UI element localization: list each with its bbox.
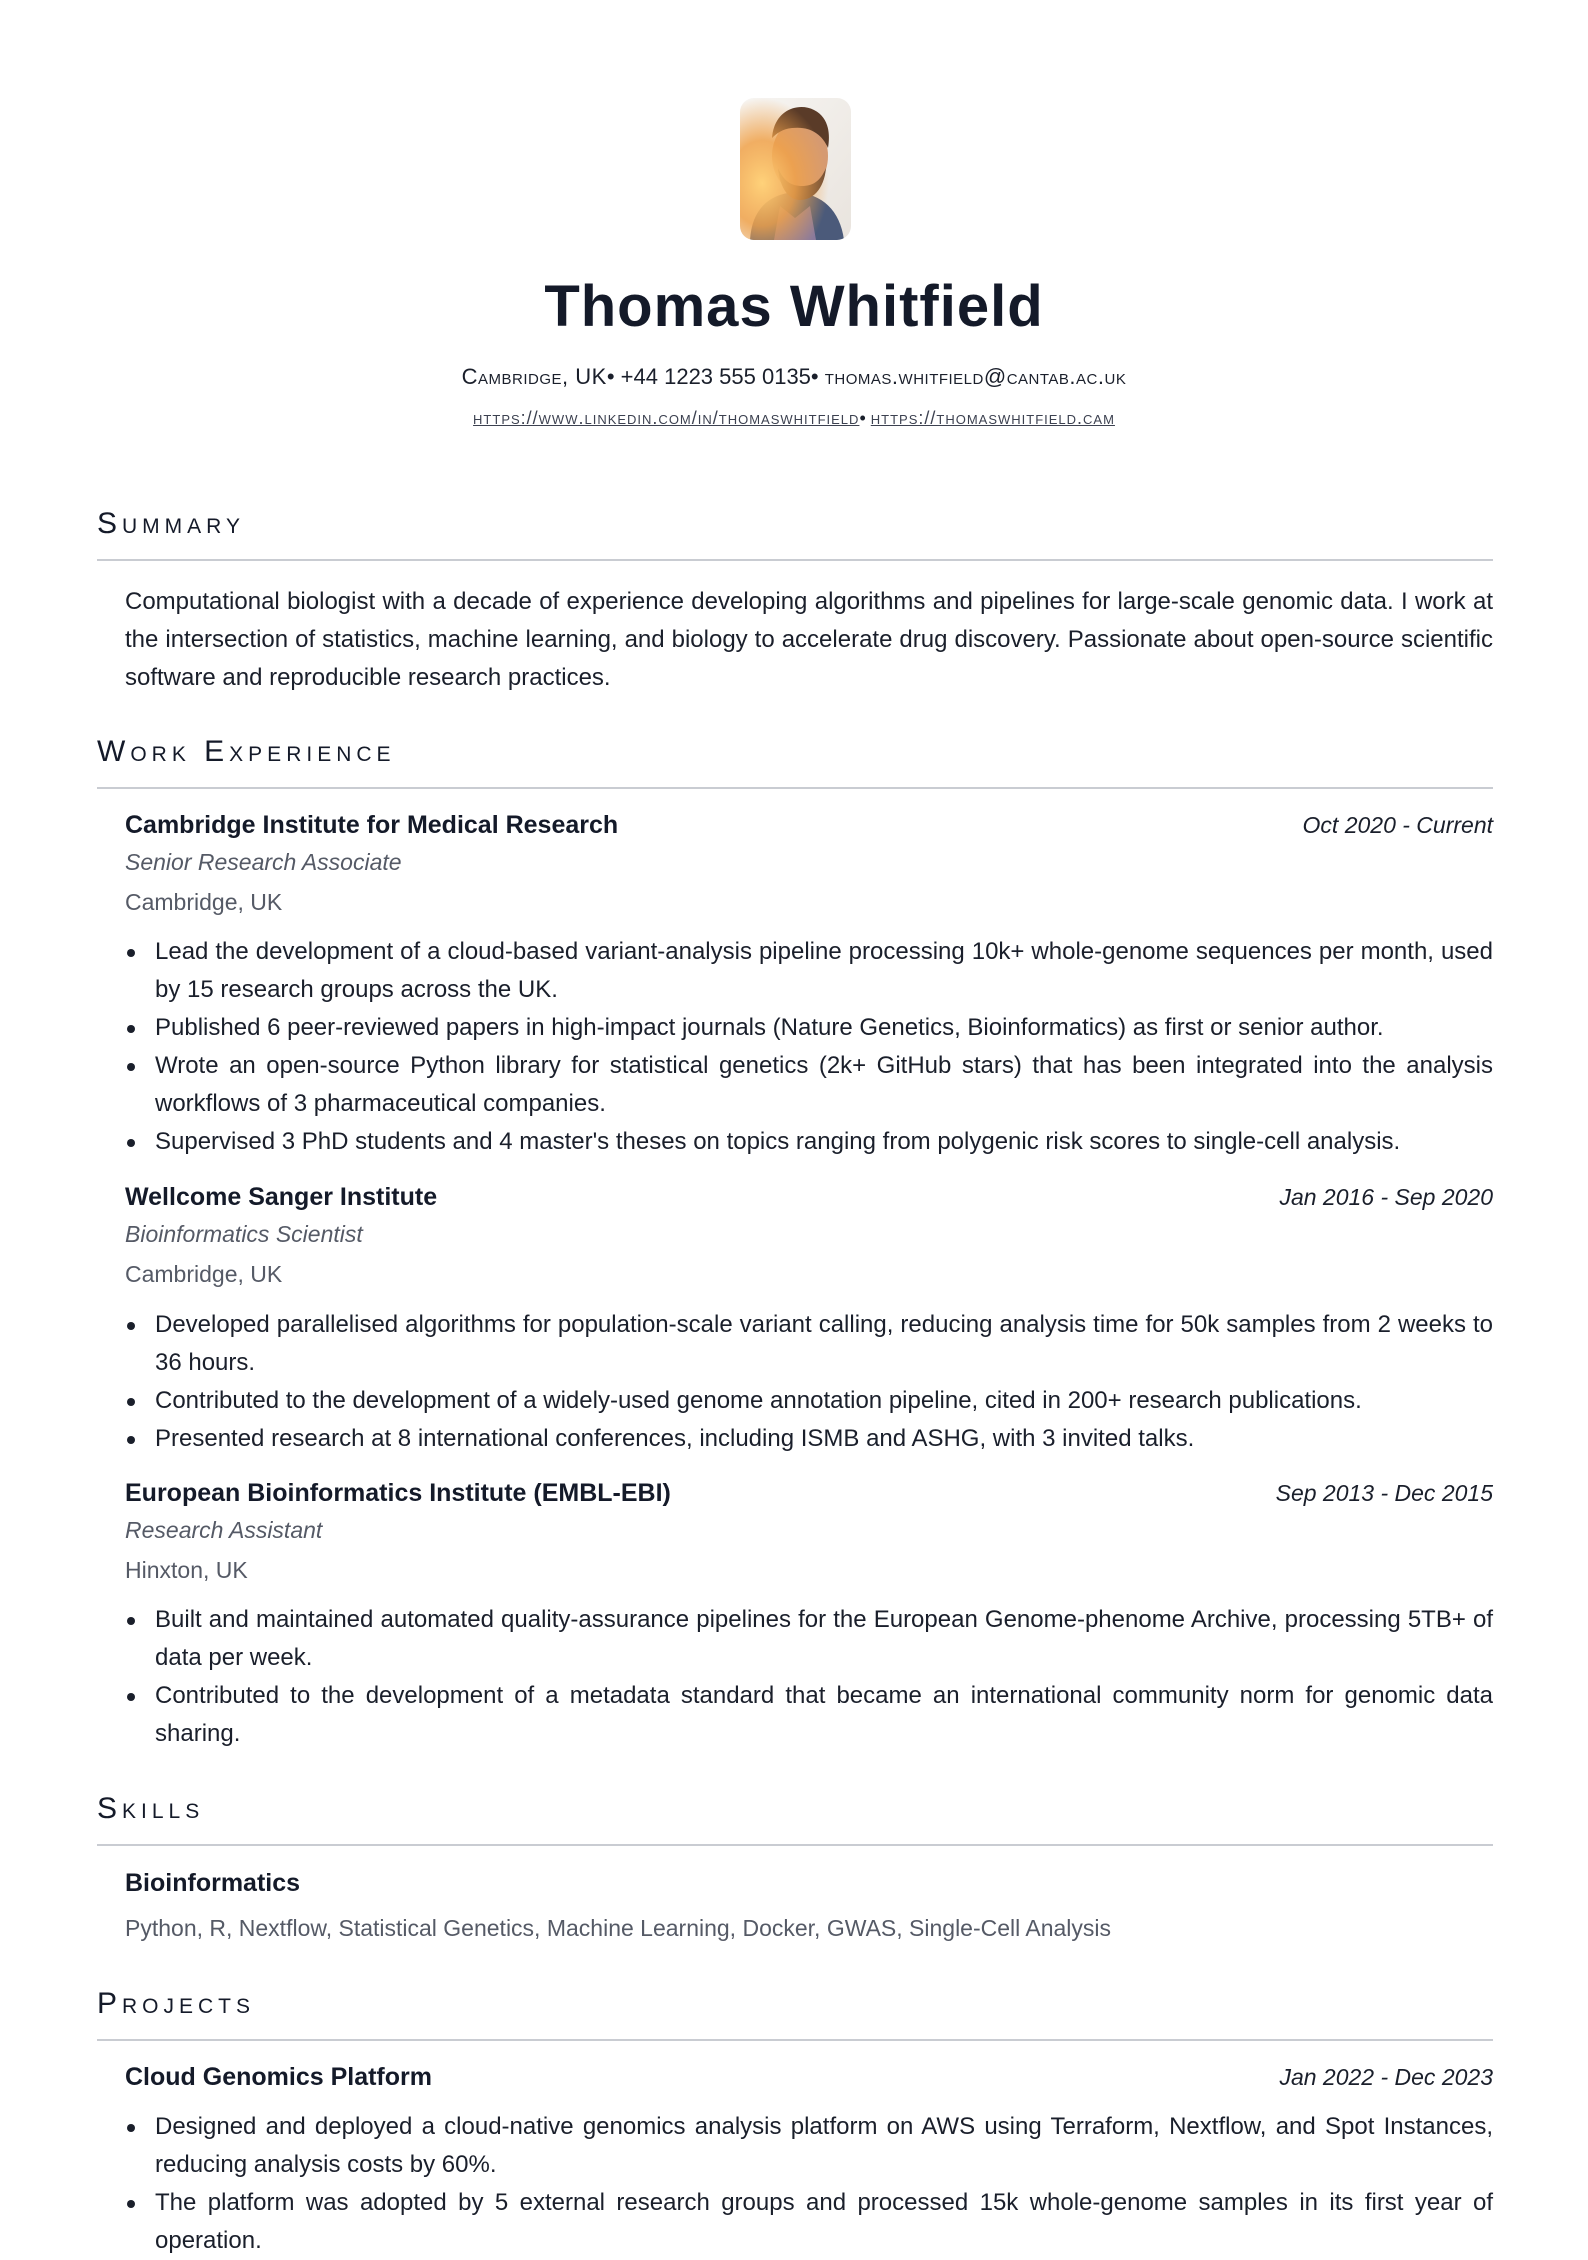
bullet-item: Designed and deployed a cloud-native genomics analysis platform on AWS using Terraform, Nextflow, and Spot Instances, reducing analysis costs by 60%. bbox=[125, 2108, 1493, 2184]
bullet-item: Developed parallelised algorithms for population-scale variant calling, reducing analysis time for 50k samples from 2 weeks to 36 hours. bbox=[125, 1306, 1493, 1382]
bullet-item: Supervised 3 PhD students and 4 master's theses on topics ranging from polygenic risk scores to single-cell analysis. bbox=[125, 1123, 1493, 1161]
bullet-item: Lead the development of a cloud-based variant-analysis pipeline processing 10k+ whole-genome sequences per month, used by 15 research groups across the UK. bbox=[125, 933, 1493, 1009]
bullet-item: Contributed to the development of a widely-used genome annotation pipeline, cited in 200+ research publications. bbox=[125, 1382, 1493, 1420]
separator: • bbox=[859, 408, 866, 428]
email-link[interactable]: thomas.whitfield@cantab.ac.uk bbox=[824, 364, 1127, 389]
skill-group-items: Python, R, Nextflow, Statistical Genetics, Machine Learning, Docker, GWAS, Single-Cell Analysis bbox=[125, 1915, 1112, 1941]
phone-text: +44 1223 555 0135 bbox=[620, 364, 811, 389]
job-location: Cambridge, UK bbox=[125, 889, 283, 915]
bullet-item: Built and maintained automated quality-assurance pipelines for the European Genome-phenome Archive, processing 5TB+ of data per week. bbox=[125, 1601, 1493, 1677]
skill-group-name: Bioinformatics bbox=[125, 1869, 301, 1897]
job-role: Senior Research Associate bbox=[125, 849, 402, 875]
project-bullets bbox=[125, 2108, 1493, 2260]
project-name: Cloud Genomics Platform bbox=[125, 2063, 432, 2091]
links-line bbox=[0, 404, 1588, 432]
section-title-summary: Summary bbox=[97, 507, 245, 540]
job-dates: Jan 2016 - Sep 2020 bbox=[1279, 1184, 1493, 1210]
website-link[interactable]: https://thomaswhitfield.cam bbox=[870, 408, 1115, 428]
section-title-experience: Work Experience bbox=[97, 735, 396, 768]
contact-line bbox=[0, 362, 1588, 392]
bullet-item: Contributed to the development of a metadata standard that became an international community norm for genomic data sharing. bbox=[125, 1677, 1493, 1753]
separator: • bbox=[810, 364, 819, 389]
section-divider bbox=[97, 559, 1493, 561]
summary-text: Computational biologist with a decade of experience developing algorithms and pipelines for large-scale genomic data. I work at the intersection of statistics, machine learning, and biology to accelerate drug discovery. Passionate about open-source scientific software and reproducible research practices. bbox=[125, 588, 1493, 691]
section-title-projects: Projects bbox=[97, 1987, 256, 2020]
project-dates: Jan 2022 - Dec 2023 bbox=[1279, 2064, 1493, 2090]
location-text: Cambridge, UK bbox=[461, 364, 607, 389]
job-bullets bbox=[125, 933, 1493, 1161]
job-company: Cambridge Institute for Medical Research bbox=[125, 811, 619, 839]
job-location: Hinxton, UK bbox=[125, 1557, 248, 1583]
section-divider bbox=[97, 2039, 1493, 2041]
section-divider bbox=[97, 1844, 1493, 1846]
job-company: European Bioinformatics Institute (EMBL-EBI) bbox=[125, 1479, 671, 1507]
separator: • bbox=[606, 364, 615, 389]
job-dates: Oct 2020 - Current bbox=[1302, 812, 1493, 838]
section-title-skills: Skills bbox=[97, 1792, 205, 1825]
profile-photo bbox=[740, 98, 851, 240]
section-divider bbox=[97, 787, 1493, 789]
bullet-item: Presented research at 8 international conferences, including ISMB and ASHG, with 3 invited talks. bbox=[125, 1420, 1493, 1458]
bullet-item: The platform was adopted by 5 external research groups and processed 15k whole-genome samples in its first year of operation. bbox=[125, 2184, 1493, 2260]
job-dates: Sep 2013 - Dec 2015 bbox=[1275, 1480, 1493, 1506]
profile-photo-image bbox=[740, 98, 851, 240]
job-bullets bbox=[125, 1601, 1493, 1753]
bullet-item: Wrote an open-source Python library for statistical genetics (2k+ GitHub stars) that has been integrated into the analysis workflows of 3 pharmaceutical companies. bbox=[125, 1047, 1493, 1123]
bullet-item: Published 6 peer-reviewed papers in high-impact journals (Nature Genetics, Bioinformatics) as first or senior author. bbox=[125, 1009, 1493, 1047]
job-bullets bbox=[125, 1306, 1493, 1458]
job-role: Bioinformatics Scientist bbox=[125, 1221, 363, 1247]
job-company: Wellcome Sanger Institute bbox=[125, 1183, 438, 1211]
linkedin-link[interactable]: https://www.linkedin.com/in/thomaswhitfield bbox=[473, 408, 860, 428]
job-role: Research Assistant bbox=[125, 1517, 323, 1543]
job-location: Cambridge, UK bbox=[125, 1261, 283, 1287]
candidate-name: Thomas Whitfield bbox=[544, 274, 1044, 339]
